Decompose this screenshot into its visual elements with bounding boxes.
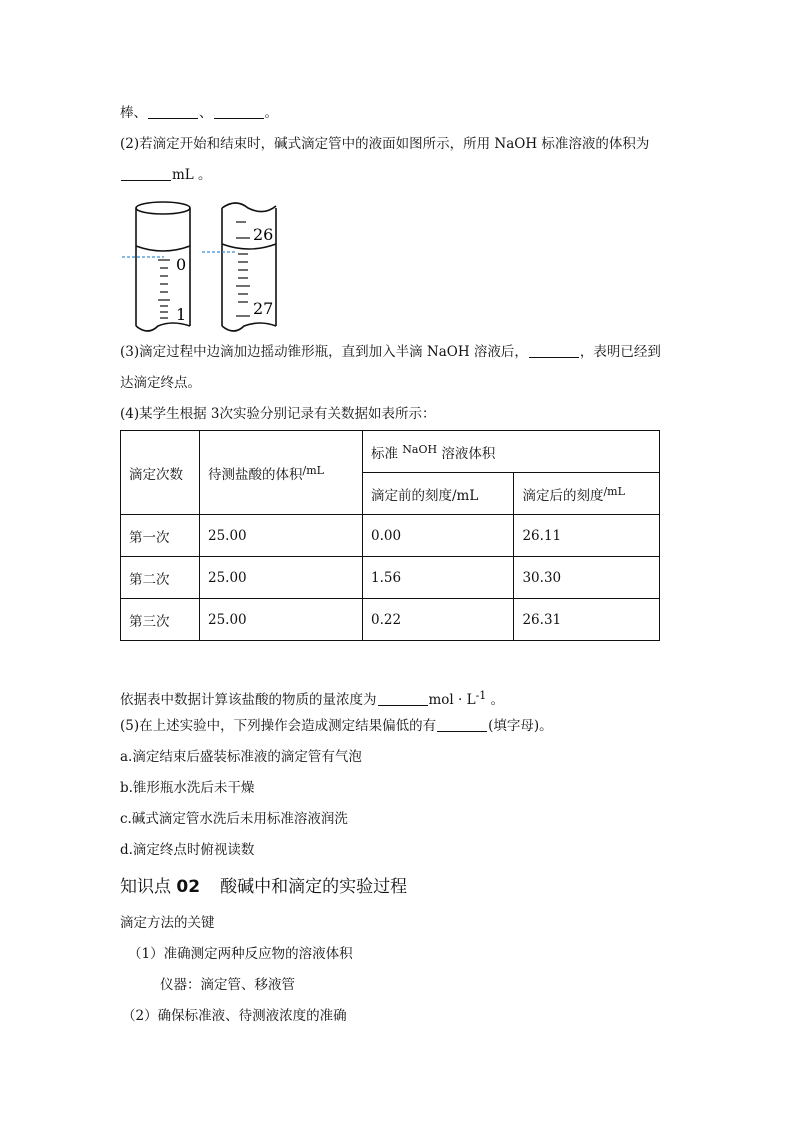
answer-blank[interactable] [121,166,171,181]
option-d: d.滴定终点时俯视读数 [120,842,255,858]
table-row: 第二次 25.00 1.56 30.30 [121,557,660,599]
header-times: 滴定次数 [121,431,200,515]
q3-text: (3)滴定过程中边滴加边摇动锥形瓶，直到加入半滴 NaOH 溶液后， ，表明已经到 [120,344,661,360]
q4-text: (4)某学生根据 3次实验分别记录有关数据如表所示： [120,406,436,422]
table-row: 第一次 25.00 0.00 26.11 [121,515,660,557]
left-mark-0: 0 [176,255,187,274]
header-before: 滴定前的刻度/mL [363,473,514,515]
header-after: 滴定后的刻度$^{/mL}$ [514,473,660,515]
answer-blank[interactable] [437,717,487,732]
q1-tail: 棒、 、 。 [120,105,278,121]
left-mark-1: 1 [176,305,187,324]
data-table [120,430,660,641]
right-mark-26: 26 [253,225,274,244]
answer-blank[interactable] [214,104,264,119]
option-a: a.滴定结束后盛装标准液的滴定管有气泡 [120,749,362,765]
q5-text: (5)在上述实验中，下列操作会造成测定结果偏低的有 (填字母)。 [120,718,553,734]
q2-answer-line: mL 。 [120,165,212,185]
q2-text: (2)若滴定开始和结束时，碱式滴定管中的液面如图所示，所用 NaOH 标准溶液的体积为 [120,136,650,152]
body-p3: 仪器：滴定管、移液管 [160,977,295,993]
answer-blank[interactable] [378,691,428,706]
calc-text: 依据表中数据计算该盐酸的物质的量浓度为 mol · $L^{-1}$ 。 [120,689,505,708]
body-p2: （1）准确测定两种反应物的溶液体积 [128,946,353,962]
body-p1: 滴定方法的关键 [120,915,215,931]
header-acid: 待测盐酸的体积$^{/mL}$ [200,431,363,515]
table-row: 第三次 25.00 0.22 26.31 [121,599,660,641]
right-mark-27: 27 [253,299,274,318]
answer-blank[interactable] [148,104,198,119]
answer-blank[interactable] [529,343,579,358]
section-heading: 知识点 02 酸碱中和滴定的实验过程 [120,877,408,897]
option-c: c.碱式滴定管水洗后未用标准溶液润洗 [120,811,348,827]
option-b: b.锥形瓶水洗后未干燥 [120,780,255,796]
q3-text-cont: 达滴定终点。 [120,375,201,391]
body-p4: （2）确保标准液、待测液浓度的准确 [122,1008,347,1024]
header-std: 标准 $^{NaOH}$ 溶液体积 [363,431,660,473]
burette-figure [118,198,288,342]
